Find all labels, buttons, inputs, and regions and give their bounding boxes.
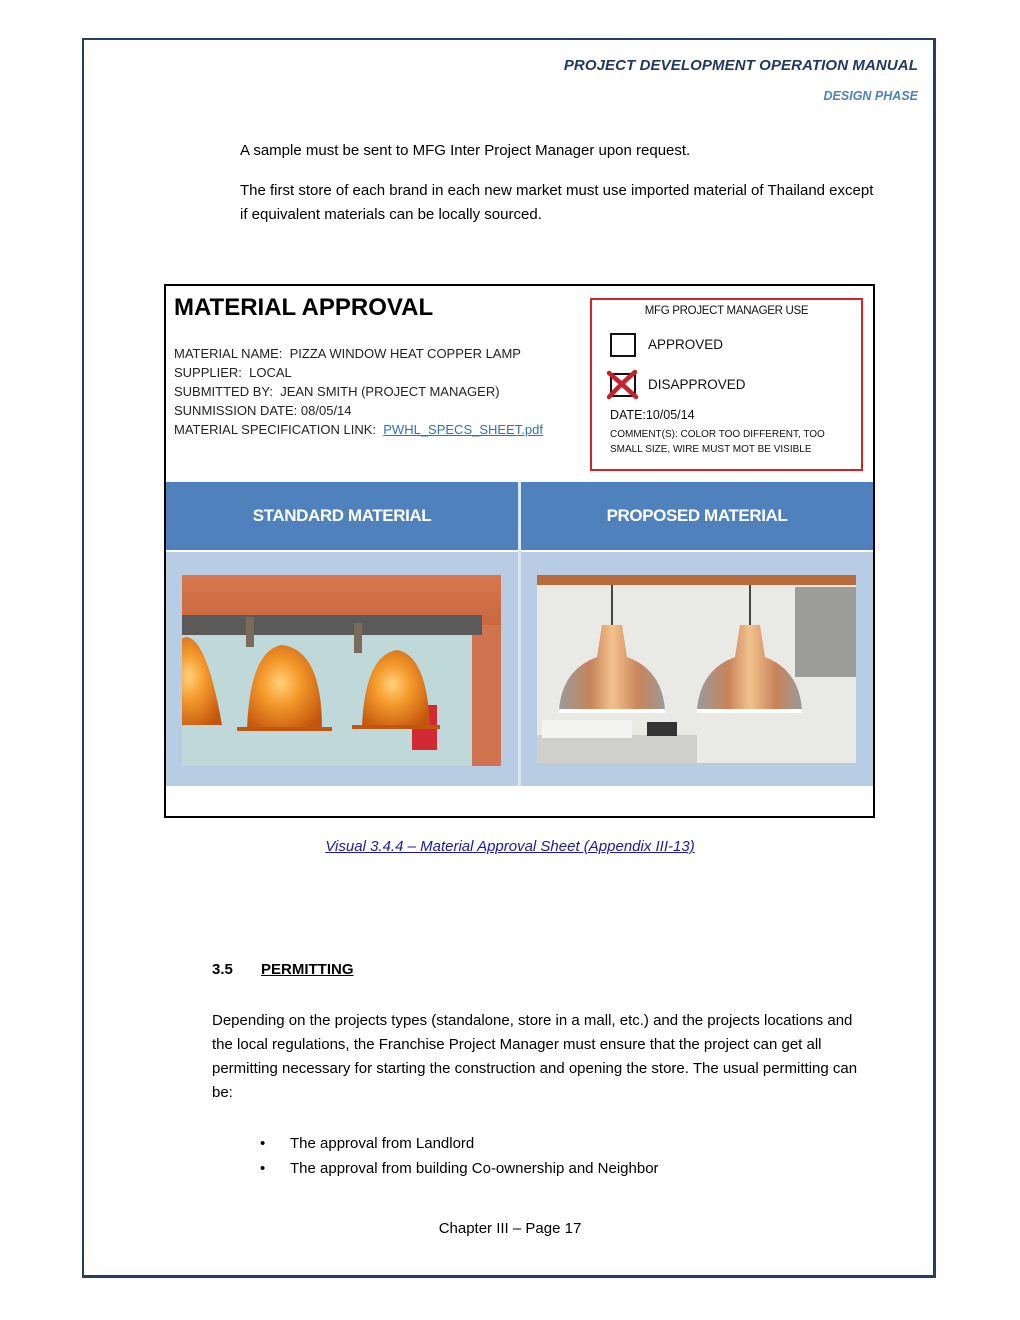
material-approval-sheet: [164, 284, 875, 818]
copper-lamps-proposed-photo: [537, 575, 856, 763]
standard-material-cell: [166, 552, 518, 786]
permitting-list: [260, 1131, 659, 1181]
proposed-material-header: PROPOSED MATERIAL: [521, 482, 873, 550]
approved-label: APPROVED: [648, 337, 724, 352]
sheet-title: MATERIAL APPROVAL: [174, 294, 434, 321]
field-submission-date: SUNMISSION DATE: 08/05/14: [174, 403, 352, 418]
bullet-icon: •: [260, 1160, 266, 1177]
section-title: PERMITTING: [261, 961, 354, 978]
proposed-material-cell: [521, 552, 873, 786]
bullet-icon: •: [260, 1135, 266, 1152]
field-submitted-by: SUBMITTED BY: JEAN SMITH (PROJECT MANAGER): [174, 384, 500, 399]
spec-sheet-link[interactable]: PWHL_SPECS_SHEET.pdf: [383, 422, 543, 437]
phase-subtitle: DESIGN PHASE: [823, 89, 918, 103]
section-paragraph: Depending on the projects types (standalone, store in a mall, etc.) and the projects locations and the local regulations, the Franchise Project Manager must ensure that the project can get all permitting necessary for starting the construction and opening the store. The usual permitting can be:: [212, 1012, 858, 1101]
red-x-mark-icon: [604, 366, 640, 402]
decision-date: DATE:10/05/14: [610, 408, 695, 422]
manual-title: PROJECT DEVELOPMENT OPERATION MANUAL: [563, 57, 918, 74]
field-material-name: MATERIAL NAME: PIZZA WINDOW HEAT COPPER LAMP: [174, 346, 521, 361]
copper-lamps-standard-photo: [182, 575, 501, 766]
field-supplier: SUPPLIER: LOCAL: [174, 365, 292, 380]
intro-paragraph-2: The first store of each brand in each new market must use imported material of Thailand except if equivalent materials can be locally sourced.: [240, 182, 874, 223]
manager-box-title: MFG PROJECT MANAGER USE: [644, 305, 809, 317]
standard-material-header: STANDARD MATERIAL: [166, 482, 518, 550]
page-footer: Chapter III – Page 17: [438, 1220, 582, 1237]
manager-use-box: [590, 298, 863, 471]
intro-paragraph-1: A sample must be sent to MFG Inter Project Manager upon request.: [240, 142, 691, 159]
field-spec-link: MATERIAL SPECIFICATION LINK: PWHL_SPECS_SHEET.pdf: [174, 422, 543, 437]
list-item: • The approval from Landlord: [260, 1131, 659, 1156]
manager-comment: COMMENT(S): COLOR TOO DIFFERENT, TOO SMALL SIZE, WIRE MUST MOT BE VISIBLE: [610, 429, 825, 455]
approved-checkbox[interactable]: [610, 333, 636, 357]
list-item: • The approval from building Co-ownership and Neighbor: [260, 1156, 659, 1181]
figure-caption[interactable]: Visual 3.4.4 – Material Approval Sheet (Appendix III-13): [325, 838, 695, 855]
section-number: 3.5: [212, 961, 233, 978]
disapproved-label: DISAPPROVED: [648, 377, 746, 392]
material-fields: [174, 344, 543, 439]
